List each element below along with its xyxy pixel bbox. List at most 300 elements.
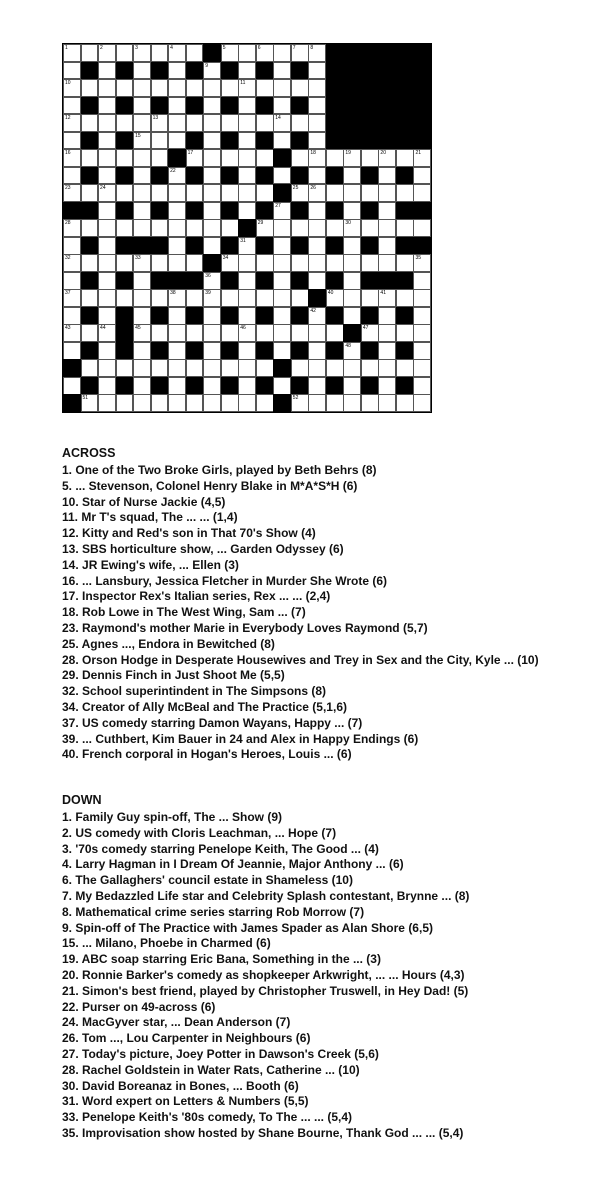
grid-cell[interactable]: [221, 324, 239, 342]
grid-cell[interactable]: [151, 359, 169, 377]
grid-cell[interactable]: [133, 254, 151, 272]
grid-cell[interactable]: [221, 219, 239, 237]
grid-cell[interactable]: [203, 149, 221, 167]
grid-cell[interactable]: [343, 167, 361, 185]
grid-cell[interactable]: [256, 114, 274, 132]
grid-cell[interactable]: [168, 184, 186, 202]
grid-cell[interactable]: [63, 167, 81, 185]
grid-cell[interactable]: [98, 184, 116, 202]
grid-cell[interactable]: [238, 377, 256, 395]
grid-cell[interactable]: [116, 114, 134, 132]
grid-cell[interactable]: [98, 289, 116, 307]
grid-cell[interactable]: [238, 254, 256, 272]
grid-cell[interactable]: [238, 79, 256, 97]
grid-cell[interactable]: [203, 62, 221, 80]
grid-cell[interactable]: [238, 202, 256, 220]
grid-cell[interactable]: [98, 79, 116, 97]
grid-cell[interactable]: [133, 342, 151, 360]
grid-cell[interactable]: [203, 167, 221, 185]
grid-cell[interactable]: [116, 359, 134, 377]
grid-cell[interactable]: [186, 324, 204, 342]
grid-cell[interactable]: [203, 394, 221, 412]
grid-cell[interactable]: [203, 202, 221, 220]
grid-cell[interactable]: [116, 394, 134, 412]
grid-cell[interactable]: [256, 394, 274, 412]
grid-cell[interactable]: [168, 254, 186, 272]
grid-cell[interactable]: [326, 324, 344, 342]
grid-cell[interactable]: [133, 44, 151, 62]
grid-cell[interactable]: [413, 324, 431, 342]
grid-cell[interactable]: [63, 44, 81, 62]
grid-cell[interactable]: [361, 289, 379, 307]
grid-cell[interactable]: [133, 149, 151, 167]
grid-cell[interactable]: [396, 184, 414, 202]
grid-cell[interactable]: [168, 219, 186, 237]
grid-cell[interactable]: [361, 149, 379, 167]
grid-cell[interactable]: [63, 97, 81, 115]
grid-cell[interactable]: [273, 272, 291, 290]
grid-cell[interactable]: [396, 394, 414, 412]
grid-cell[interactable]: [343, 254, 361, 272]
grid-cell[interactable]: [308, 394, 326, 412]
grid-cell[interactable]: [63, 289, 81, 307]
grid-cell[interactable]: [413, 289, 431, 307]
grid-cell[interactable]: [63, 114, 81, 132]
grid-cell[interactable]: [168, 237, 186, 255]
grid-cell[interactable]: [308, 149, 326, 167]
grid-cell[interactable]: [308, 184, 326, 202]
grid-cell[interactable]: [273, 132, 291, 150]
grid-cell[interactable]: [238, 44, 256, 62]
grid-cell[interactable]: [361, 219, 379, 237]
grid-cell[interactable]: [203, 219, 221, 237]
grid-cell[interactable]: [151, 184, 169, 202]
grid-cell[interactable]: [308, 79, 326, 97]
grid-cell[interactable]: [151, 149, 169, 167]
grid-cell[interactable]: [168, 202, 186, 220]
grid-cell[interactable]: [151, 394, 169, 412]
grid-cell[interactable]: [238, 359, 256, 377]
grid-cell[interactable]: [413, 377, 431, 395]
grid-cell[interactable]: [98, 219, 116, 237]
grid-cell[interactable]: [308, 307, 326, 325]
grid-cell[interactable]: [343, 342, 361, 360]
grid-cell[interactable]: [203, 114, 221, 132]
grid-cell[interactable]: [151, 219, 169, 237]
grid-cell[interactable]: [238, 132, 256, 150]
grid-cell[interactable]: [98, 97, 116, 115]
grid-cell[interactable]: [256, 149, 274, 167]
grid-cell[interactable]: [133, 219, 151, 237]
grid-cell[interactable]: [63, 219, 81, 237]
grid-cell[interactable]: [308, 377, 326, 395]
grid-cell[interactable]: [413, 219, 431, 237]
grid-cell[interactable]: [291, 79, 309, 97]
grid-cell[interactable]: [81, 219, 99, 237]
grid-cell[interactable]: [63, 307, 81, 325]
grid-cell[interactable]: [133, 272, 151, 290]
grid-cell[interactable]: [343, 202, 361, 220]
grid-cell[interactable]: [378, 184, 396, 202]
grid-cell[interactable]: [186, 254, 204, 272]
grid-cell[interactable]: [308, 219, 326, 237]
grid-cell[interactable]: [273, 79, 291, 97]
grid-cell[interactable]: [396, 149, 414, 167]
grid-cell[interactable]: [203, 79, 221, 97]
grid-cell[interactable]: [326, 359, 344, 377]
grid-cell[interactable]: [256, 44, 274, 62]
grid-cell[interactable]: [291, 394, 309, 412]
grid-cell[interactable]: [203, 97, 221, 115]
grid-cell[interactable]: [238, 97, 256, 115]
grid-cell[interactable]: [413, 254, 431, 272]
grid-cell[interactable]: [308, 167, 326, 185]
grid-cell[interactable]: [168, 342, 186, 360]
grid-cell[interactable]: [98, 237, 116, 255]
grid-cell[interactable]: [151, 79, 169, 97]
grid-cell[interactable]: [238, 114, 256, 132]
grid-cell[interactable]: [273, 289, 291, 307]
grid-cell[interactable]: [203, 289, 221, 307]
grid-cell[interactable]: [361, 324, 379, 342]
grid-cell[interactable]: [151, 114, 169, 132]
down-clue: 15. ... Milano, Phoebe in Charmed (6): [62, 936, 271, 951]
grid-cell[interactable]: [151, 324, 169, 342]
grid-cell[interactable]: [133, 167, 151, 185]
grid-cell[interactable]: [343, 289, 361, 307]
grid-cell[interactable]: [168, 307, 186, 325]
grid-cell[interactable]: [133, 289, 151, 307]
grid-cell[interactable]: [361, 254, 379, 272]
grid-cell[interactable]: [63, 62, 81, 80]
grid-cell[interactable]: [273, 114, 291, 132]
grid-cell[interactable]: [116, 219, 134, 237]
grid-cell[interactable]: [186, 359, 204, 377]
grid-cell[interactable]: [203, 342, 221, 360]
grid-cell[interactable]: [326, 184, 344, 202]
grid-cell[interactable]: [133, 97, 151, 115]
grid-cell[interactable]: [361, 184, 379, 202]
grid-cell[interactable]: [273, 237, 291, 255]
grid-cell[interactable]: [343, 307, 361, 325]
grid-cell[interactable]: [168, 62, 186, 80]
grid-cell[interactable]: [98, 324, 116, 342]
grid-cell[interactable]: [238, 342, 256, 360]
grid-cell[interactable]: [308, 62, 326, 80]
grid-cell[interactable]: [238, 324, 256, 342]
grid-cell[interactable]: [133, 79, 151, 97]
grid-cell[interactable]: [168, 114, 186, 132]
grid-cell[interactable]: [63, 132, 81, 150]
grid-cell[interactable]: [98, 342, 116, 360]
grid-cell[interactable]: [203, 132, 221, 150]
grid-cell[interactable]: [151, 44, 169, 62]
grid-cell[interactable]: [221, 289, 239, 307]
grid-cell[interactable]: [378, 324, 396, 342]
grid-cell[interactable]: [378, 254, 396, 272]
grid-cell[interactable]: [256, 359, 274, 377]
grid-cell[interactable]: [396, 254, 414, 272]
grid-cell[interactable]: [238, 167, 256, 185]
grid-cell[interactable]: [186, 114, 204, 132]
grid-cell[interactable]: [203, 307, 221, 325]
grid-cell[interactable]: [238, 184, 256, 202]
grid-cell[interactable]: [81, 289, 99, 307]
grid-cell[interactable]: [98, 132, 116, 150]
grid-cell[interactable]: [308, 97, 326, 115]
grid-cell[interactable]: [291, 149, 309, 167]
grid-cell[interactable]: [63, 237, 81, 255]
grid-cell[interactable]: [343, 219, 361, 237]
grid-cell[interactable]: [151, 254, 169, 272]
grid-cell[interactable]: [81, 79, 99, 97]
grid-cell[interactable]: [291, 219, 309, 237]
grid-cell[interactable]: [238, 62, 256, 80]
grid-cell[interactable]: [116, 149, 134, 167]
grid-cell[interactable]: [63, 184, 81, 202]
grid-cell[interactable]: [273, 219, 291, 237]
grid-cell[interactable]: [203, 272, 221, 290]
grid-cell[interactable]: [343, 184, 361, 202]
grid-cell[interactable]: [221, 254, 239, 272]
grid-cell[interactable]: [308, 237, 326, 255]
block-cell: [186, 167, 204, 185]
grid-cell[interactable]: [81, 149, 99, 167]
grid-cell[interactable]: [81, 254, 99, 272]
grid-cell[interactable]: [116, 289, 134, 307]
grid-cell[interactable]: [413, 149, 431, 167]
grid-cell[interactable]: [63, 254, 81, 272]
grid-cell[interactable]: [273, 324, 291, 342]
grid-cell[interactable]: [133, 184, 151, 202]
grid-cell[interactable]: [291, 254, 309, 272]
grid-cell[interactable]: [133, 114, 151, 132]
grid-cell[interactable]: [291, 184, 309, 202]
grid-cell[interactable]: [273, 44, 291, 62]
grid-cell[interactable]: [133, 62, 151, 80]
grid-cell[interactable]: [308, 202, 326, 220]
grid-cell[interactable]: [133, 377, 151, 395]
grid-cell[interactable]: [221, 44, 239, 62]
grid-cell[interactable]: [256, 254, 274, 272]
grid-cell[interactable]: [413, 272, 431, 290]
grid-cell[interactable]: [221, 114, 239, 132]
grid-cell[interactable]: [168, 377, 186, 395]
grid-cell[interactable]: [168, 167, 186, 185]
grid-cell[interactable]: [238, 272, 256, 290]
grid-cell[interactable]: [326, 289, 344, 307]
grid-cell[interactable]: [238, 149, 256, 167]
grid-cell[interactable]: [396, 324, 414, 342]
grid-cell[interactable]: [238, 307, 256, 325]
grid-cell[interactable]: [116, 184, 134, 202]
grid-cell[interactable]: [203, 184, 221, 202]
grid-cell[interactable]: [81, 114, 99, 132]
grid-cell[interactable]: [186, 79, 204, 97]
grid-cell[interactable]: [378, 237, 396, 255]
grid-cell[interactable]: [413, 167, 431, 185]
grid-cell[interactable]: [343, 394, 361, 412]
grid-cell[interactable]: [238, 289, 256, 307]
grid-cell[interactable]: [98, 359, 116, 377]
grid-cell[interactable]: [221, 394, 239, 412]
grid-cell[interactable]: [378, 289, 396, 307]
grid-cell[interactable]: [186, 149, 204, 167]
grid-cell[interactable]: [168, 359, 186, 377]
grid-cell[interactable]: [326, 254, 344, 272]
grid-cell[interactable]: [81, 44, 99, 62]
grid-cell[interactable]: [203, 377, 221, 395]
grid-cell[interactable]: [378, 377, 396, 395]
grid-cell[interactable]: [186, 289, 204, 307]
grid-cell[interactable]: [273, 342, 291, 360]
grid-cell[interactable]: [343, 272, 361, 290]
grid-cell[interactable]: [168, 289, 186, 307]
grid-cell[interactable]: [98, 307, 116, 325]
grid-cell[interactable]: [133, 307, 151, 325]
grid-cell[interactable]: [273, 202, 291, 220]
grid-cell[interactable]: [98, 44, 116, 62]
grid-cell[interactable]: [98, 394, 116, 412]
grid-cell[interactable]: [308, 342, 326, 360]
grid-cell[interactable]: [133, 394, 151, 412]
grid-cell[interactable]: [168, 324, 186, 342]
grid-cell[interactable]: [168, 44, 186, 62]
grid-cell[interactable]: [343, 149, 361, 167]
grid-cell[interactable]: [63, 79, 81, 97]
grid-cell[interactable]: [396, 359, 414, 377]
grid-cell[interactable]: [81, 184, 99, 202]
grid-cell[interactable]: [221, 149, 239, 167]
grid-cell[interactable]: [98, 114, 116, 132]
grid-cell[interactable]: [98, 272, 116, 290]
grid-cell[interactable]: [221, 184, 239, 202]
grid-cell[interactable]: [186, 44, 204, 62]
grid-cell[interactable]: [256, 79, 274, 97]
grid-cell[interactable]: [168, 132, 186, 150]
grid-cell[interactable]: [396, 289, 414, 307]
grid-cell[interactable]: [291, 289, 309, 307]
grid-cell[interactable]: [273, 62, 291, 80]
grid-cell[interactable]: [256, 219, 274, 237]
grid-cell[interactable]: [81, 394, 99, 412]
crossword-grid[interactable]: [62, 43, 432, 413]
grid-cell[interactable]: [326, 219, 344, 237]
grid-cell[interactable]: [63, 342, 81, 360]
grid-cell[interactable]: [63, 377, 81, 395]
grid-cell[interactable]: [81, 359, 99, 377]
grid-cell[interactable]: [81, 324, 99, 342]
grid-cell[interactable]: [308, 272, 326, 290]
grid-cell[interactable]: [273, 167, 291, 185]
grid-cell[interactable]: [186, 394, 204, 412]
grid-cell[interactable]: [326, 394, 344, 412]
grid-cell[interactable]: [273, 307, 291, 325]
grid-cell[interactable]: [361, 394, 379, 412]
grid-cell[interactable]: [186, 184, 204, 202]
grid-cell[interactable]: [413, 359, 431, 377]
grid-cell[interactable]: [186, 219, 204, 237]
grid-cell[interactable]: [308, 324, 326, 342]
grid-cell[interactable]: [343, 377, 361, 395]
grid-cell[interactable]: [308, 44, 326, 62]
grid-cell[interactable]: [396, 219, 414, 237]
grid-cell[interactable]: [63, 324, 81, 342]
grid-cell[interactable]: [291, 44, 309, 62]
grid-cell[interactable]: [273, 97, 291, 115]
grid-cell[interactable]: [291, 359, 309, 377]
grid-cell[interactable]: [116, 79, 134, 97]
grid-cell[interactable]: [378, 394, 396, 412]
grid-cell[interactable]: [378, 307, 396, 325]
grid-cell[interactable]: [116, 44, 134, 62]
grid-cell[interactable]: [361, 359, 379, 377]
grid-cell[interactable]: [308, 114, 326, 132]
grid-cell[interactable]: [98, 167, 116, 185]
grid-cell[interactable]: [151, 132, 169, 150]
grid-cell[interactable]: [326, 149, 344, 167]
grid-cell[interactable]: [413, 184, 431, 202]
grid-cell[interactable]: [238, 237, 256, 255]
grid-cell[interactable]: [98, 377, 116, 395]
grid-cell[interactable]: [203, 359, 221, 377]
grid-cell[interactable]: [98, 202, 116, 220]
block-cell: [326, 132, 344, 150]
grid-cell[interactable]: [133, 324, 151, 342]
grid-cell[interactable]: [343, 237, 361, 255]
grid-cell[interactable]: [168, 394, 186, 412]
grid-cell[interactable]: [256, 324, 274, 342]
grid-cell[interactable]: [291, 324, 309, 342]
grid-cell[interactable]: [98, 149, 116, 167]
grid-cell[interactable]: [238, 394, 256, 412]
grid-cell[interactable]: [256, 184, 274, 202]
grid-cell[interactable]: [308, 359, 326, 377]
grid-cell[interactable]: [98, 254, 116, 272]
grid-cell[interactable]: [63, 149, 81, 167]
grid-cell[interactable]: [308, 132, 326, 150]
grid-cell[interactable]: [168, 97, 186, 115]
grid-cell[interactable]: [256, 289, 274, 307]
grid-cell[interactable]: [133, 359, 151, 377]
grid-cell[interactable]: [221, 79, 239, 97]
grid-cell[interactable]: [378, 359, 396, 377]
grid-cell[interactable]: [116, 254, 134, 272]
grid-cell[interactable]: [413, 342, 431, 360]
grid-cell[interactable]: [203, 237, 221, 255]
grid-cell[interactable]: [413, 394, 431, 412]
grid-cell[interactable]: [168, 79, 186, 97]
grid-cell[interactable]: [413, 307, 431, 325]
grid-cell[interactable]: [203, 324, 221, 342]
grid-cell[interactable]: [63, 272, 81, 290]
grid-cell[interactable]: [133, 132, 151, 150]
grid-cell[interactable]: [98, 62, 116, 80]
grid-cell[interactable]: [308, 254, 326, 272]
grid-cell[interactable]: [291, 114, 309, 132]
grid-cell[interactable]: [378, 167, 396, 185]
grid-cell[interactable]: [378, 342, 396, 360]
grid-cell[interactable]: [133, 202, 151, 220]
grid-cell[interactable]: [378, 202, 396, 220]
grid-cell[interactable]: [151, 289, 169, 307]
grid-cell[interactable]: [343, 359, 361, 377]
grid-cell[interactable]: [273, 377, 291, 395]
grid-cell[interactable]: [378, 219, 396, 237]
grid-cell[interactable]: [273, 254, 291, 272]
grid-cell[interactable]: [221, 359, 239, 377]
grid-cell[interactable]: [378, 149, 396, 167]
